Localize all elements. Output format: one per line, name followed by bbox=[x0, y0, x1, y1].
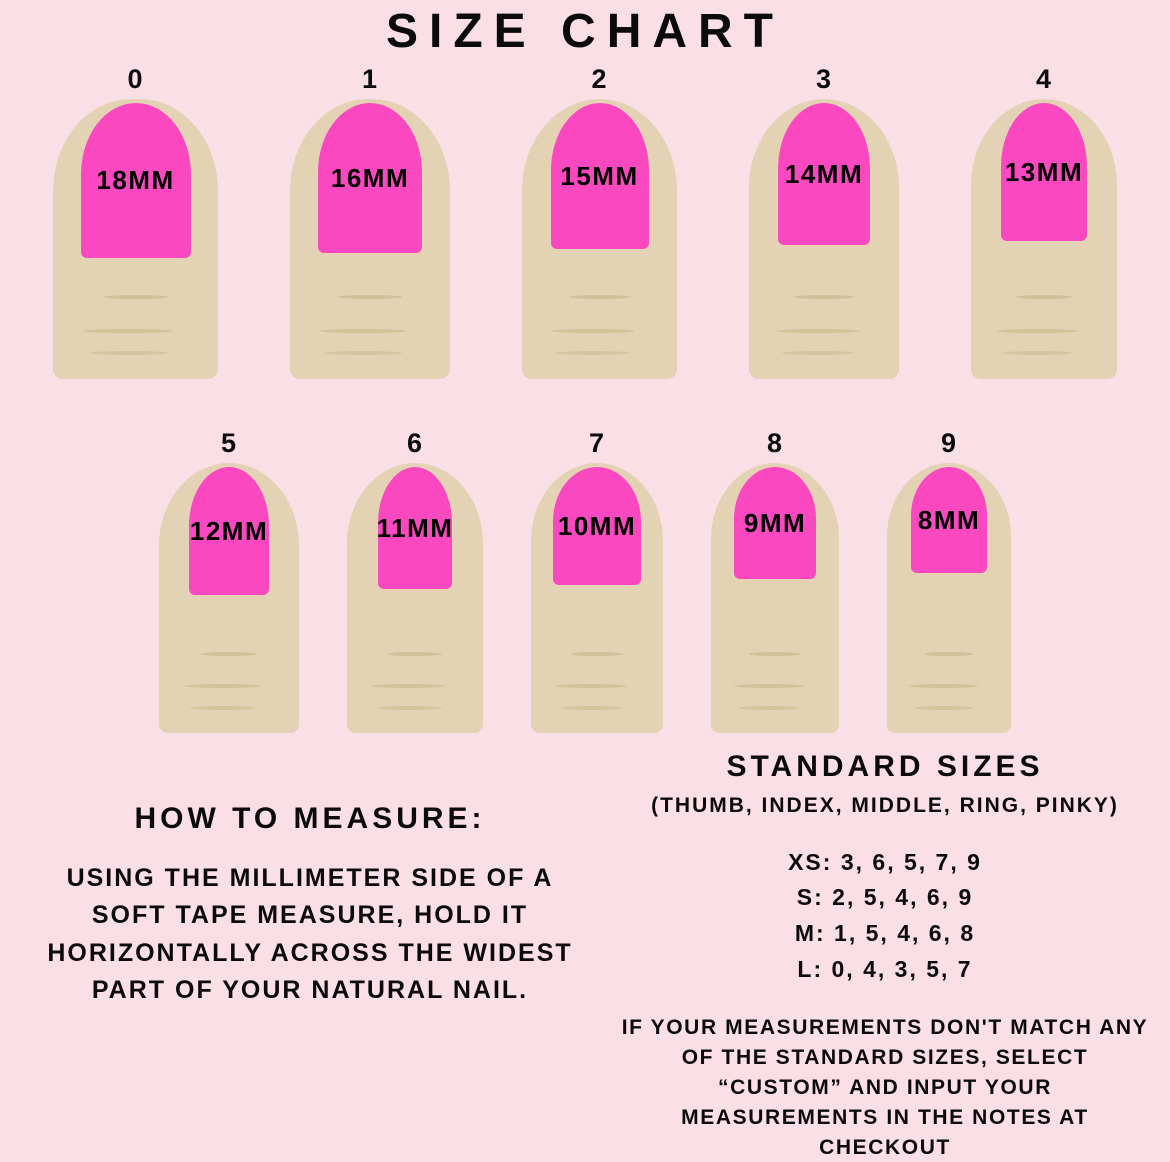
nail-measurement-label: 12MM bbox=[189, 515, 269, 546]
knuckle-line bbox=[997, 329, 1077, 333]
nail-shape bbox=[551, 103, 649, 249]
nail-size-cell bbox=[290, 66, 450, 379]
knuckle-line bbox=[739, 706, 800, 710]
knuckle-line bbox=[190, 706, 257, 710]
nail-size-number: 9 bbox=[940, 428, 958, 458]
finger-shape bbox=[159, 463, 299, 733]
knuckle-line bbox=[1015, 295, 1073, 299]
nail-shape bbox=[81, 103, 191, 258]
nail-shape bbox=[318, 103, 422, 253]
knuckle-line bbox=[556, 351, 630, 355]
standard-sizes-heading: STANDARD SIZES bbox=[726, 750, 1044, 783]
standard-sizes-subheading: (THUMB, INDEX, MIDDLE, RING, PINKY) bbox=[651, 793, 1119, 817]
page-title: SIZE CHART bbox=[386, 5, 784, 58]
how-to-measure-section bbox=[30, 800, 590, 1010]
bottom-info bbox=[0, 740, 1170, 1159]
nail-size-number: 4 bbox=[1035, 64, 1053, 94]
nail-shape bbox=[734, 467, 816, 579]
nail-size-cell bbox=[347, 430, 483, 733]
standard-sizes-list bbox=[620, 845, 1150, 988]
nail-size-cell bbox=[971, 66, 1117, 379]
knuckle-line bbox=[371, 684, 446, 688]
standard-size-row: M: 1, 5, 4, 6, 8 bbox=[794, 920, 976, 947]
finger-shape bbox=[887, 463, 1011, 733]
knuckle-line bbox=[909, 684, 977, 688]
nail-measurement-label: 13MM bbox=[1004, 156, 1084, 187]
nail-size-number: 1 bbox=[361, 64, 379, 94]
finger-shape bbox=[347, 463, 483, 733]
knuckle-line bbox=[569, 295, 631, 299]
nail-measurement-label: 18MM bbox=[96, 165, 175, 195]
nail-size-cell bbox=[531, 430, 663, 733]
nail-size-cell bbox=[749, 66, 899, 379]
nail-measurement-label: 10MM bbox=[557, 510, 637, 541]
knuckle-line bbox=[749, 652, 800, 656]
nail-size-number: 2 bbox=[591, 64, 608, 94]
knuckle-line bbox=[201, 652, 257, 656]
knuckle-line bbox=[776, 329, 859, 333]
knuckle-line bbox=[184, 684, 261, 688]
knuckle-line bbox=[319, 329, 407, 333]
knuckle-line bbox=[782, 351, 854, 355]
knuckle-line bbox=[555, 684, 628, 688]
knuckle-line bbox=[377, 706, 442, 710]
standard-sizes-section bbox=[620, 748, 1150, 1162]
knuckle-line bbox=[103, 295, 169, 299]
nail-size-cell bbox=[53, 66, 218, 379]
nail-shape bbox=[778, 103, 870, 245]
knuckle-line bbox=[89, 351, 168, 355]
finger-shape bbox=[53, 99, 218, 379]
nail-measurement-label: 8MM bbox=[917, 504, 981, 535]
standard-size-row: XS: 3, 6, 5, 7, 9 bbox=[788, 848, 982, 875]
knuckle-line bbox=[924, 652, 974, 656]
nail-shape bbox=[378, 467, 452, 589]
standard-size-row: S: 2, 5, 4, 6, 9 bbox=[796, 884, 974, 911]
nail-measurement-label: 11MM bbox=[376, 512, 454, 543]
finger-shape bbox=[711, 463, 839, 733]
nail-size-cell bbox=[522, 66, 677, 379]
nail-shape bbox=[1001, 103, 1087, 241]
how-to-measure-heading: HOW TO MEASURE: bbox=[134, 802, 486, 835]
finger-shape bbox=[531, 463, 663, 733]
nail-size-number: 7 bbox=[588, 428, 606, 458]
nail-size-number: 3 bbox=[815, 64, 833, 94]
knuckle-line bbox=[794, 295, 854, 299]
nail-size-number: 0 bbox=[127, 64, 144, 94]
knuckle-line bbox=[338, 295, 402, 299]
nail-shape bbox=[553, 467, 641, 585]
knuckle-line bbox=[550, 329, 635, 333]
nail-row-top bbox=[0, 66, 1170, 379]
nail-measurement-label: 15MM bbox=[560, 160, 639, 191]
nail-measurement-label: 16MM bbox=[330, 162, 410, 193]
nail-size-number: 8 bbox=[766, 428, 784, 458]
knuckle-line bbox=[571, 652, 624, 656]
nail-measurement-label: 9MM bbox=[743, 507, 807, 538]
nail-size-cell bbox=[159, 430, 299, 733]
finger-shape bbox=[290, 99, 450, 379]
finger-shape bbox=[749, 99, 899, 379]
knuckle-line bbox=[325, 351, 402, 355]
finger-shape bbox=[522, 99, 677, 379]
nail-size-cell bbox=[711, 430, 839, 733]
finger-shape bbox=[971, 99, 1117, 379]
knuckle-line bbox=[914, 706, 974, 710]
nail-size-cell bbox=[887, 430, 1011, 733]
knuckle-line bbox=[560, 706, 623, 710]
nail-measurement-label: 14MM bbox=[784, 158, 864, 189]
nail-shape bbox=[911, 467, 987, 573]
nail-size-number: 5 bbox=[220, 428, 238, 458]
custom-size-note: IF YOUR MEASUREMENTS DON'T MATCH ANY OF THE STANDARD SIZES, SELECT “CUSTOM” AND INPUT YOUR MEASUREMENTS IN THE NOTES AT CHECKOUT bbox=[621, 1016, 1149, 1159]
standard-size-row: L: 0, 4, 3, 5, 7 bbox=[797, 955, 973, 982]
how-to-measure-body: USING THE MILLIMETER SIDE OF A SOFT TAPE MEASURE, HOLD IT HORIZONTALLY ACROSS THE WIDEST PART OF YOUR NATURAL NAIL. bbox=[47, 863, 573, 1004]
nail-row-bottom bbox=[0, 430, 1170, 733]
nail-size-number: 6 bbox=[406, 428, 424, 458]
knuckle-line bbox=[734, 684, 804, 688]
knuckle-line bbox=[1003, 351, 1073, 355]
nail-shape bbox=[189, 467, 269, 595]
knuckle-line bbox=[388, 652, 442, 656]
knuckle-line bbox=[83, 329, 174, 333]
